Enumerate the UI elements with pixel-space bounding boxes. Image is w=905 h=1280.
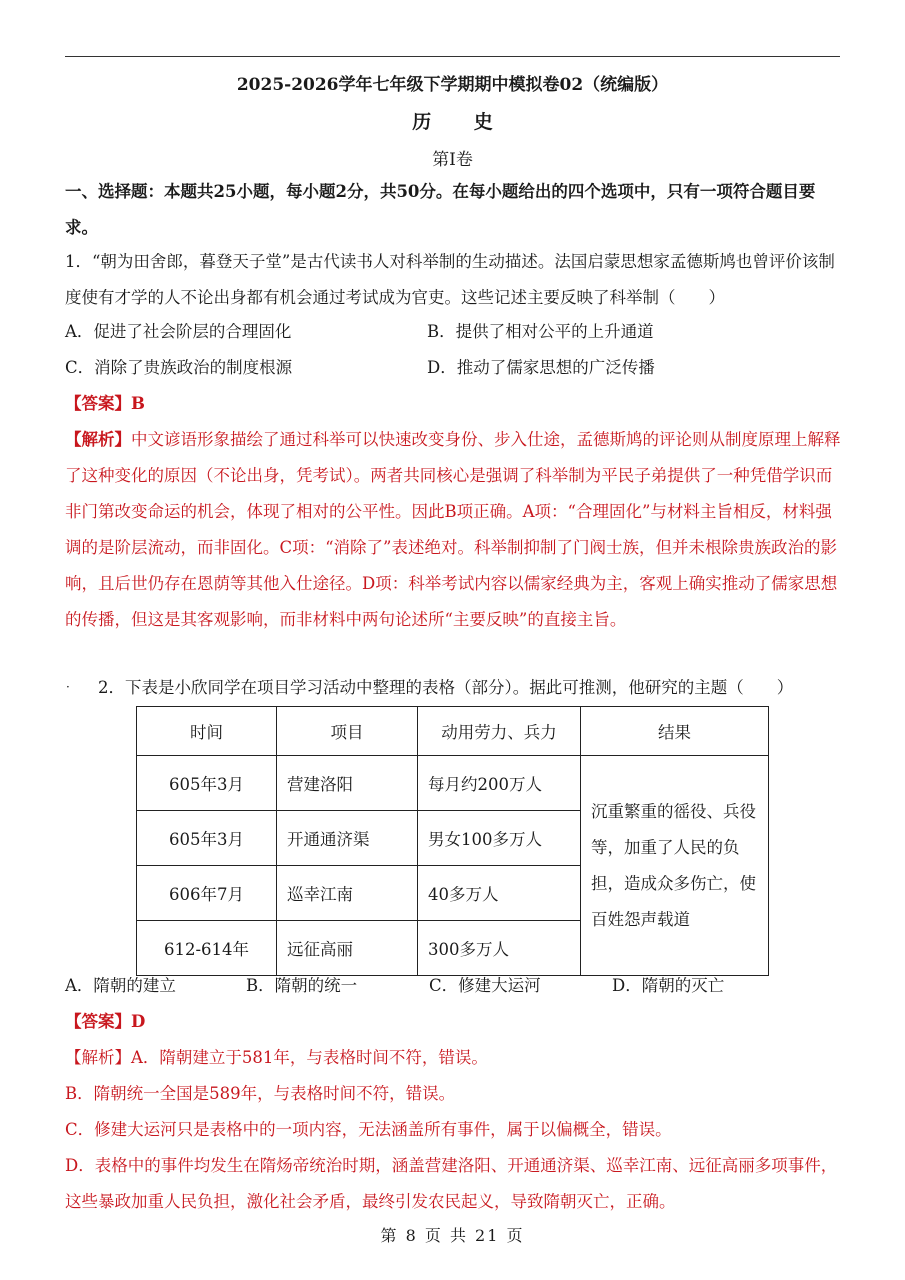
q1-option-d: D．推动了儒家思想的广泛传播 <box>427 358 655 377</box>
table-cell: 巡幸江南 <box>277 866 418 921</box>
q1-option-c: C．消除了贵族政治的制度根源 <box>65 358 293 377</box>
bullet-dot: · <box>66 680 70 694</box>
q1-option-a: A．促进了社会阶层的合理固化 <box>65 322 292 341</box>
table-cell: 营建洛阳 <box>277 756 418 811</box>
table-cell: 605年3月 <box>137 756 277 811</box>
q2-option-a: A．隋朝的建立 <box>65 976 176 995</box>
table-row <box>137 756 769 811</box>
q2-analysis-a: 【解析】A．隋朝建立于581年，与表格时间不符，错误。 <box>65 1048 488 1067</box>
q2-stem: 2．下表是小欣同学在项目学习活动中整理的表格（部分）。据此可推测，他研究的主题（ ） <box>98 678 794 697</box>
q1-analysis-text: 中文谚语形象描绘了通过科举可以快速改变身份、步入仕途，孟德斯鸠的评论则从制度原理上解释了这种变化的原因（不论出身，凭考试）。两者共同核心是强调了科举制为平民子弟提供了一种凭借学识而非门第改变命运的机会，体现了相对的公平性。因此B项正确。A项：“合理固化”与材料主旨相反，材料强调的是阶层流动，而非固化。C项：“消除了”表述绝对。科举制抑制了门阀士族，但并未根除贵族政治的影响，且后世仍存在恩荫等其他入仕途径。D项：科举考试内容以儒家经典为主，客观上确实推动了儒家思想的传播，但这是其客观影响，而非材料中两句论述所“主要反映”的直接主旨。 <box>65 430 841 629</box>
q1-options-row-2 <box>65 350 841 386</box>
table-cell: 远征高丽 <box>277 921 418 976</box>
table-cell: 40多万人 <box>418 866 581 921</box>
q1-answer: 【答案】B <box>65 394 145 413</box>
table-cell: 612-614年 <box>137 921 277 976</box>
history-table <box>136 706 769 976</box>
page-footer: 第 8 页 共 21 页 <box>380 1226 525 1245</box>
q2-option-c: C．修建大运河 <box>429 976 541 995</box>
q1-options-row-1 <box>65 314 841 350</box>
q2-answer: 【答案】D <box>65 1012 146 1031</box>
q2-analysis-d: D．表格中的事件均发生在隋炀帝统治时期，涵盖营建洛阳、开通通济渠、巡幸江南、远征高丽多项事件，这些暴政加重人民负担，激化社会矛盾，最终引发农民起义，导致隋朝灭亡，正确。 <box>65 1156 838 1211</box>
table-cell: 男女100多万人 <box>418 811 581 866</box>
table-result-cell: 沉重繁重的徭役、兵役等，加重了人民的负担，造成众多伤亡，使百姓怨声载道 <box>581 756 769 976</box>
table-header: 动用劳力、兵力 <box>418 707 581 756</box>
table-cell: 开通通济渠 <box>277 811 418 866</box>
table-header: 时间 <box>137 707 277 756</box>
q2-option-b: B．隋朝的统一 <box>246 976 358 995</box>
q2-options-row <box>65 968 841 1004</box>
q2-analysis-c: C．修建大运河只是表格中的一项内容，无法涵盖所有事件，属于以偏概全，错误。 <box>65 1120 672 1139</box>
volume-label: 第Ⅰ卷 <box>432 150 473 170</box>
table-cell: 300多万人 <box>418 921 581 976</box>
q2-analysis-b: B．隋朝统一全国是589年，与表格时间不符，错误。 <box>65 1084 456 1103</box>
table-header: 项目 <box>277 707 418 756</box>
header-rule <box>65 56 840 57</box>
table-header-row <box>137 707 769 756</box>
table-cell: 605年3月 <box>137 811 277 866</box>
table-cell: 606年7月 <box>137 866 277 921</box>
q1-option-b: B．提供了相对公平的上升通道 <box>427 322 654 341</box>
subject-title: 历 史 <box>412 111 511 133</box>
section-instruction: 一、选择题：本题共25小题，每小题2分，共50分。在每小题给出的四个选项中，只有一项符合题目要求。 <box>65 182 816 237</box>
exam-title: 2025-2026学年七年级下学期期中模拟卷02（统编版） <box>236 75 669 95</box>
q1-analysis <box>65 422 841 638</box>
q2-option-d: D．隋朝的灭亡 <box>612 976 725 995</box>
q1-stem: 1．“朝为田舍郎，暮登天子堂”是古代读书人对科举制的生动描述。法国启蒙思想家孟德斯鸠也曾评价该制度使有才学的人不论出身都有机会通过考试成为官吏。这些记述主要反映了科举制（ ） <box>65 252 835 307</box>
table-header: 结果 <box>581 707 769 756</box>
table-cell: 每月约200万人 <box>418 756 581 811</box>
q1-analysis-label: 【解析】 <box>65 430 131 449</box>
